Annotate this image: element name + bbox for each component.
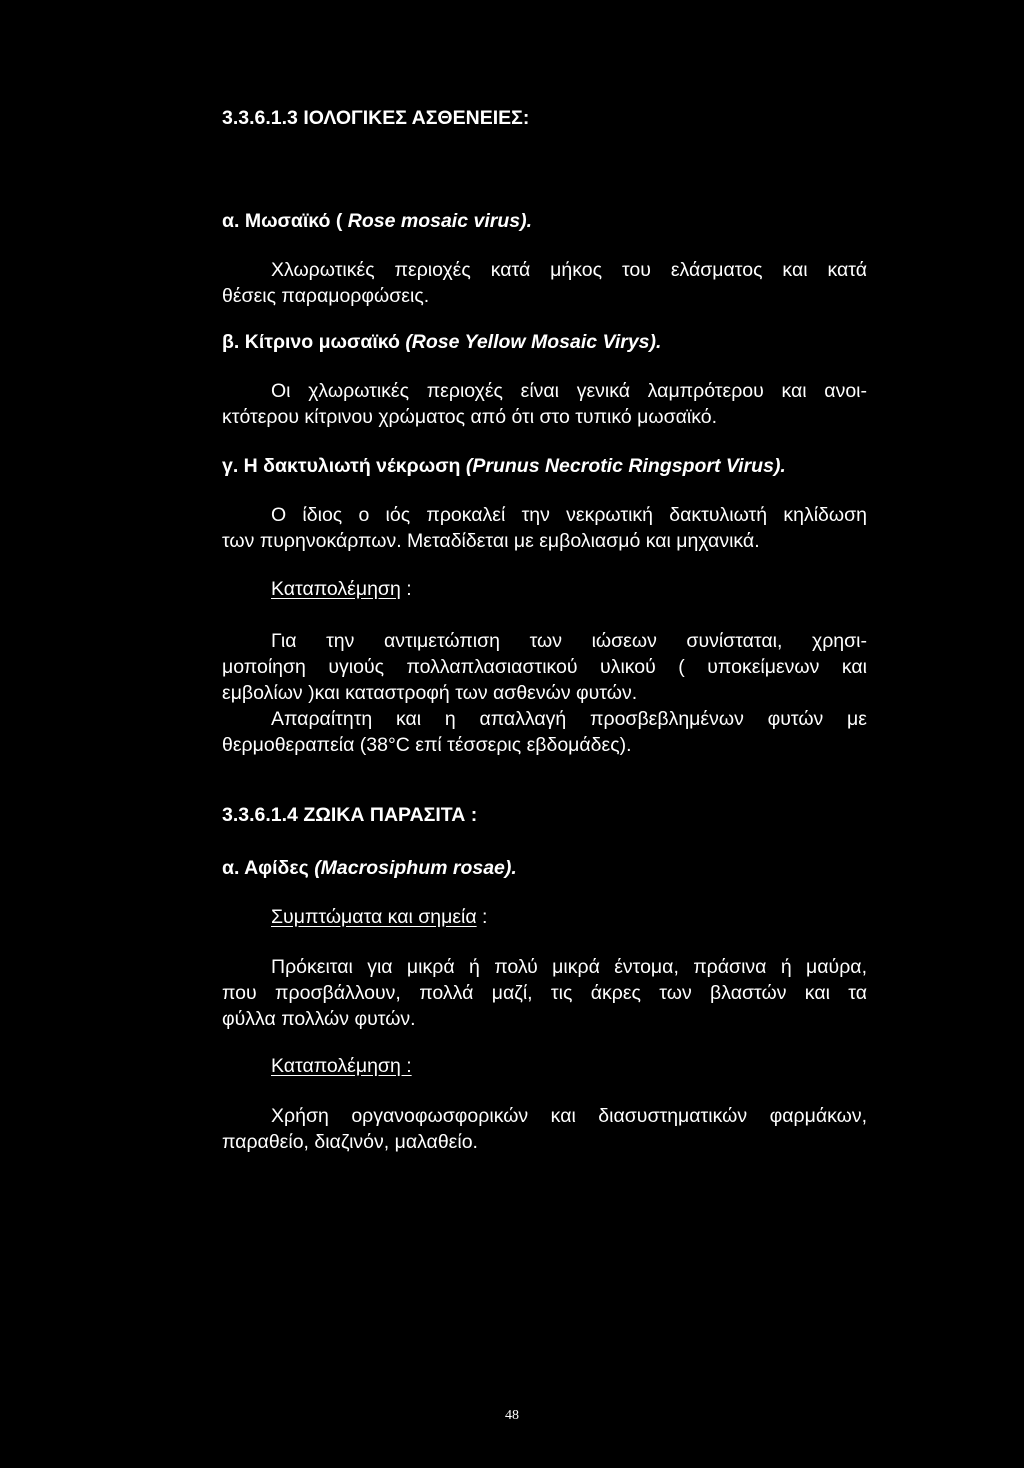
aphids-heading bbox=[222, 855, 517, 881]
aphids-latin-name: (Macrosiphum rosae). bbox=[314, 857, 517, 879]
item-c-heading bbox=[222, 453, 786, 479]
item-a-text-line: Χλωρωτικές περιοχές κατά μήκος του ελάσματος και κατά bbox=[271, 259, 867, 281]
control-text-line: Για την αντιμετώπιση των ιώσεων συνίσταται, χρησι- bbox=[271, 630, 867, 652]
item-b-label: β. Κίτρινο μωσαϊκό bbox=[222, 331, 406, 353]
control-heading-pests: Καταπολέμηση : bbox=[271, 1055, 412, 1077]
symptoms-label: Συμπτώματα και σημεία bbox=[271, 906, 477, 928]
control-text-line: μοποίηση υγιούς πολλαπλασιαστικού υλικού ( υποκείμενων και bbox=[222, 656, 867, 678]
item-c-latin-name: (Prunus Necrotic Ringsport Virus). bbox=[465, 455, 786, 477]
item-b-text-line: Οι χλωρωτικές περιοχές είναι γενικά λαμπρότερου και ανοι- bbox=[271, 380, 867, 402]
item-c-text-line: των πυρηνοκάρπων. Μεταδίδεται με εμβολιασμό και μηχανικά. bbox=[222, 530, 760, 552]
pest-control-text-line: Χρήση οργανοφωσφορικών και διασυστηματικών φαρμάκων, bbox=[271, 1105, 867, 1127]
item-c-label: γ. Η δακτυλιωτή νέκρωση bbox=[222, 455, 466, 477]
symptoms-text-line: φύλλα πολλών φυτών. bbox=[222, 1008, 416, 1030]
item-c-text-line: Ο ίδιος ο ιός προκαλεί την νεκρωτική δακτυλιωτή κηλίδωση bbox=[271, 504, 867, 526]
aphids-label: α. Αφίδες bbox=[222, 857, 315, 879]
symptoms-heading bbox=[271, 904, 487, 930]
item-b-latin-name: (Rose Yellow Mosaic Virys). bbox=[405, 331, 662, 353]
section-heading-viral-diseases: 3.3.6.1.3 ΙΟΛΟΓΙΚΕΣ ΑΣΘΕΝΕΙΕΣ: bbox=[222, 107, 530, 129]
pest-control-text-line: παραθείο, διαζινόν, μαλαθείο. bbox=[222, 1131, 478, 1153]
item-a-text-line: θέσεις παραμορφώσεις. bbox=[222, 285, 430, 307]
control-colon: : bbox=[400, 578, 412, 600]
symptoms-colon: : bbox=[476, 906, 488, 928]
control-text-line: θερμοθεραπεία (38°C επί τέσσερις εβδομάδες). bbox=[222, 734, 632, 756]
symptoms-text-line: Πρόκειται για μικρά ή πολύ μικρά έντομα, πράσινα ή μαύρα, bbox=[271, 956, 867, 978]
control-text-line: Απαραίτητη και η απαλλαγή προσβεβλημένων φυτών με bbox=[271, 708, 867, 730]
control-heading-viral bbox=[271, 576, 412, 602]
item-b-heading bbox=[222, 329, 661, 355]
item-a-label: α. Μωσαϊκό ( bbox=[222, 210, 343, 232]
section-heading-animal-parasites: 3.3.6.1.4 ΖΩΙΚΑ ΠΑΡΑΣΙΤΑ : bbox=[222, 804, 478, 826]
control-text-line: εμβολίων )και καταστροφή των ασθενών φυτών. bbox=[222, 682, 638, 704]
page-number: 48 bbox=[505, 1408, 519, 1423]
item-b-text-line: κτότερου κίτρινου χρώματος από ότι στο τυπικό μωσαϊκό. bbox=[222, 406, 718, 428]
item-a-heading bbox=[222, 208, 532, 234]
control-label: Καταπολέμηση bbox=[271, 578, 401, 600]
symptoms-text-line: που προσβάλλουν, πολλά μαζί, τις άκρες των βλαστών και τα bbox=[222, 982, 867, 1004]
item-a-latin-name: Rose mosaic virus). bbox=[342, 210, 533, 232]
